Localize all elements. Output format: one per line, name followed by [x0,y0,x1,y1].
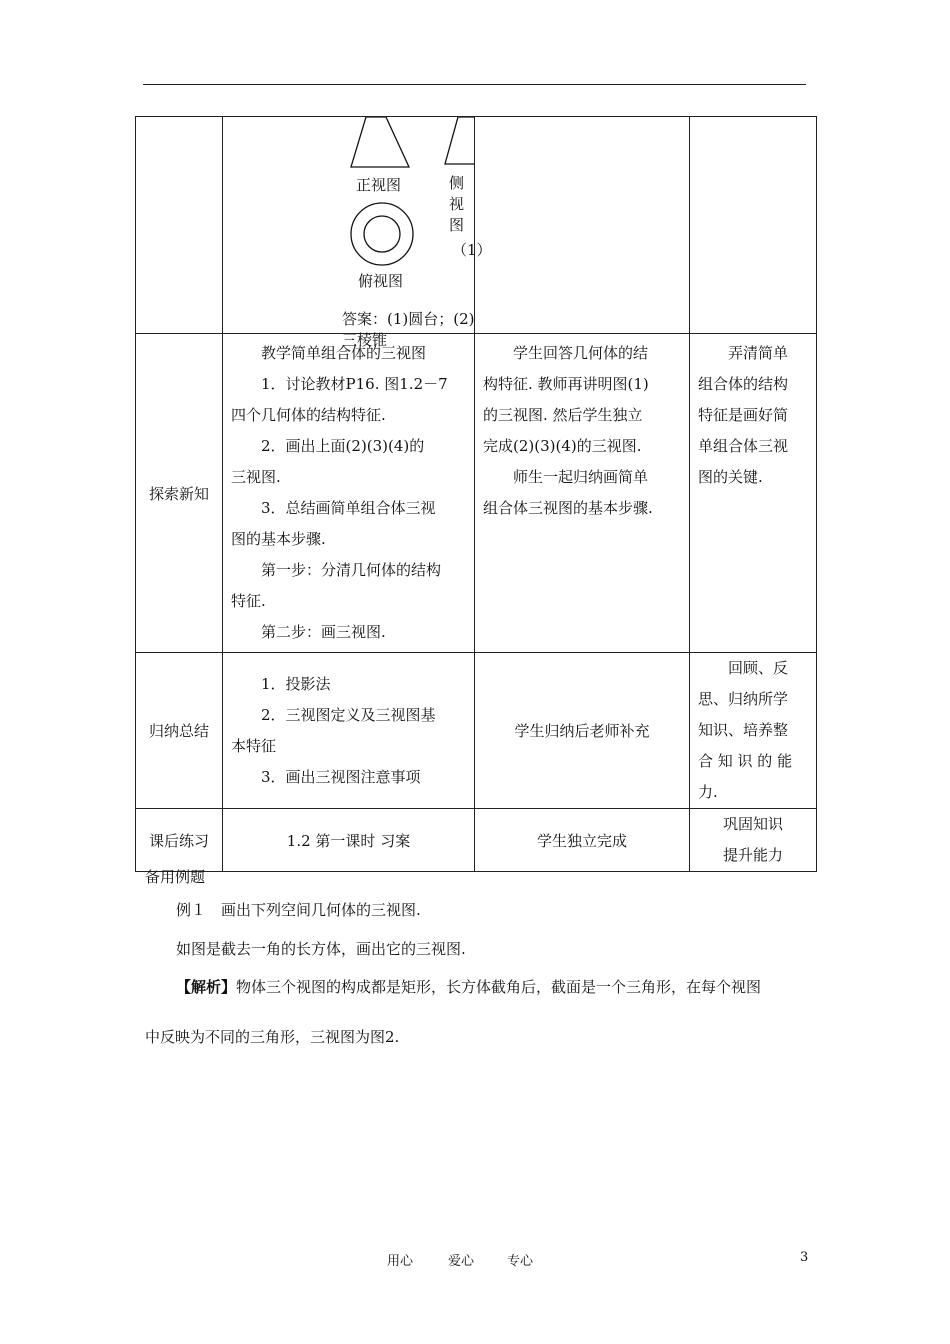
table-row [136,334,817,653]
footer-mid: 爱心 [448,1254,475,1269]
activity-cell [475,334,690,653]
page-number: 3 [800,1250,809,1265]
footer-left: 用心 [387,1254,414,1269]
content-line: 三视图. [231,468,281,486]
intent-line: 知识、培养整 [698,721,789,739]
table-row [136,653,817,809]
content-text: 1.2 第一课时 习案 [223,809,475,872]
activity-line: 的三视图. 然后学生独立 [483,406,643,424]
stage-label: 探索新知 [136,334,223,653]
intent-line: 巩固知识 [722,815,783,833]
intent-line: 回顾、反 [728,659,789,677]
content-line: 图的基本步骤. [231,530,326,548]
analysis-tag: 【解析】 [176,978,237,996]
analysis-line-1 [176,977,761,997]
activity-line: 构特征. 教师再讲明图(1) [483,375,649,393]
content-line: 3．总结画简单组合体三视 [261,499,436,517]
top-view-outer-circle [351,203,413,265]
content-line: 第一步：分清几何体的结构 [261,561,442,579]
intent-line: 特征是画好简 [698,406,789,424]
intent-line: 组合体的结构 [698,375,789,393]
content-line: 1．投影法 [261,674,331,693]
intent-line: 图的关键. [698,468,763,486]
example-description: 如图是截去一角的长方体，画出它的三视图. [176,940,466,958]
intent-cell [690,809,817,872]
side-view-trapezoid [445,117,475,164]
activity-line: 组合体三视图的基本步骤. [483,499,653,517]
front-view-label: 正视图 [356,176,402,194]
intent-cell [690,334,817,653]
intent-line: 单组合体三视 [698,437,789,455]
analysis-text: 物体三个视图的构成都是矩形，长方体截角后，截面是一个三角形，在每个视图 [236,978,762,996]
stage-label: 归纳总结 [136,653,223,809]
figure-cell [223,117,492,349]
content-line: 教学简单组合体的三视图 [261,344,427,362]
intent-line: 合 知 识 的 能 [698,752,793,770]
intent-cell-empty [690,117,817,334]
header-rule [143,84,806,85]
activity-text: 学生独立完成 [475,809,690,872]
analysis-line-2: 中反映为不同的三角形，三视图为图2. [145,1028,400,1046]
intent-line: 提升能力 [722,846,783,864]
activity-line: 完成(2)(3)(4)的三视图. [483,437,642,455]
table-row [136,809,817,872]
answer-text: 答案：(1)圆台；(2)三棱锥 [342,310,475,349]
three-view-figure [223,117,475,333]
intent-cell [690,653,817,809]
footer-right: 专心 [507,1254,534,1269]
content-cell [223,334,475,653]
example-1: 例１ 画出下列空间几何体的三视图. [176,901,421,919]
content-line: 2．三视图定义及三视图基 [261,705,436,724]
front-view-trapezoid [351,117,409,167]
intent-line: 思、归纳所学 [698,690,789,708]
stage-label: 课后练习 [136,809,223,872]
activity-text: 学生归纳后老师补充 [475,653,690,809]
content-line: 1．讨论教材P16. 图1.2－7 [261,375,448,393]
content-cell [223,653,475,809]
activity-cell-empty [475,117,690,334]
top-view-label: 俯视图 [358,272,404,290]
intent-line: 弄清简单 [728,344,789,362]
content-line: 第二步：画三视图. [261,623,386,641]
intent-line: 力. [698,783,718,801]
table-row [136,117,817,334]
content-line: 3．画出三视图注意事项 [261,767,421,786]
side-view-label: 侧视图 [449,174,465,234]
content-line: 特征. [231,592,266,610]
top-view-inner-circle [364,216,400,252]
activity-line: 学生回答几何体的结 [513,344,649,362]
backup-examples-heading: 备用例题 [145,868,206,886]
content-line: 2．画出上面(2)(3)(4)的 [261,437,425,455]
content-line: 本特征 [231,736,277,755]
activity-line: 师生一起归纳画简单 [513,468,649,486]
figure-number: （1） [452,241,492,259]
content-line: 四个几何体的结构特征. [231,406,386,424]
lesson-table [135,116,817,872]
stage-cell-empty [136,117,223,334]
